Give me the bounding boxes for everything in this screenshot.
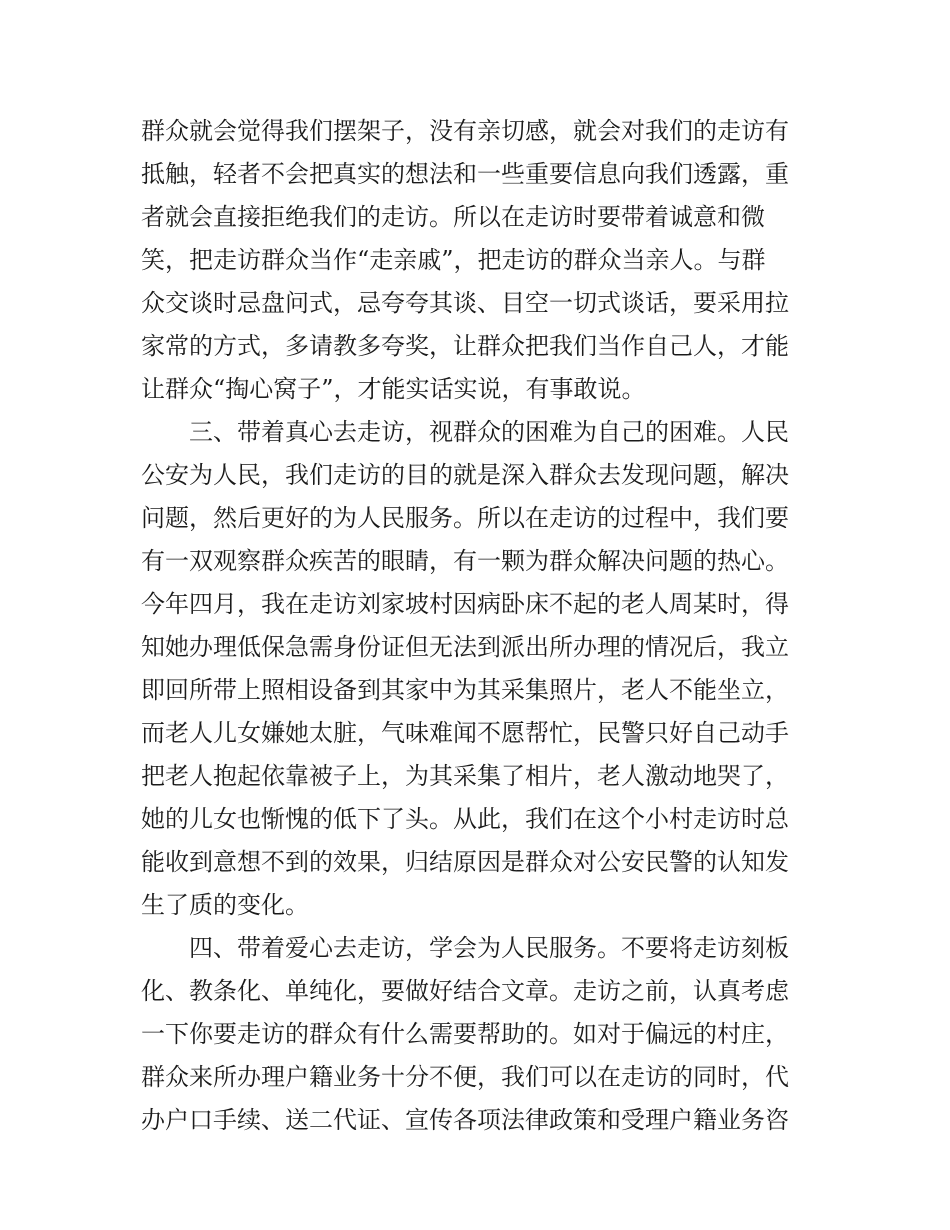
text-line: 者就会直接拒绝我们的走访。所以在走访时要带着诚意和微 xyxy=(141,203,765,231)
text-line: 知她办理低保急需身份证但无法到派出所办理的情况后，我立 xyxy=(141,633,789,661)
text-line: 有一双观察群众疾苦的眼睛，有一颗为群众解决问题的热心。 xyxy=(141,547,789,575)
text-line: 笑，把走访群众当作“走亲戚”，把走访的群众当亲人。与群 xyxy=(141,246,766,274)
text-line: 把老人抱起依靠被子上，为其采集了相片，老人激动地哭了， xyxy=(141,762,789,790)
text-line: 办户口手续、送二代证、宣传各项法律政策和受理户籍业务咨 xyxy=(141,1106,789,1134)
text-line: 家常的方式，多请教多夸奖，让群众把我们当作自己人，才能 xyxy=(141,332,789,360)
text-line: 众交谈时忌盘问式，忌夸夸其谈、目空一切式谈话，要采用拉 xyxy=(141,289,789,317)
text-line: 四、带着爱心去走访，学会为人民服务。不要将走访刻板 xyxy=(189,934,789,962)
text-line: 群众来所办理户籍业务十分不便，我们可以在走访的同时，代 xyxy=(141,1063,789,1091)
text-line: 即回所带上照相设备到其家中为其采集照片，老人不能坐立， xyxy=(141,676,789,704)
text-line: 问题，然后更好的为人民服务。所以在走访的过程中，我们要 xyxy=(141,504,789,532)
document-body xyxy=(141,110,813,1142)
text-line: 一下你要走访的群众有什么需要帮助的。如对于偏远的村庄， xyxy=(141,1020,789,1048)
text-line: 抵触，轻者不会把真实的想法和一些重要信息向我们透露，重 xyxy=(141,160,789,188)
text-line: 而老人儿女嫌她太脏，气味难闻不愿帮忙，民警只好自己动手 xyxy=(141,719,789,747)
text-line: 能收到意想不到的效果，归结原因是群众对公安民警的认知发 xyxy=(141,848,789,876)
paragraph-2 xyxy=(141,411,813,927)
text-line: 三、带着真心去走访，视群众的困难为自己的困难。人民 xyxy=(189,418,789,446)
text-line: 公安为人民，我们走访的目的就是深入群众去发现问题，解决 xyxy=(141,461,789,489)
text-line: 今年四月，我在走访刘家坡村因病卧床不起的老人周某时，得 xyxy=(141,590,789,618)
text-line: 群众就会觉得我们摆架子，没有亲切感，就会对我们的走访有 xyxy=(141,117,789,145)
text-line: 化、教条化、单纯化，要做好结合文章。走访之前，认真考虑 xyxy=(141,977,789,1005)
text-line: 让群众“掏心窝子”，才能实话实说，有事敢说。 xyxy=(141,375,646,403)
text-line: 她的儿女也惭愧的低下了头。从此，我们在这个小村走访时总 xyxy=(141,805,789,833)
paragraph-1 xyxy=(141,110,813,411)
paragraph-3 xyxy=(141,927,813,1142)
text-line: 生了质的变化。 xyxy=(141,891,309,919)
